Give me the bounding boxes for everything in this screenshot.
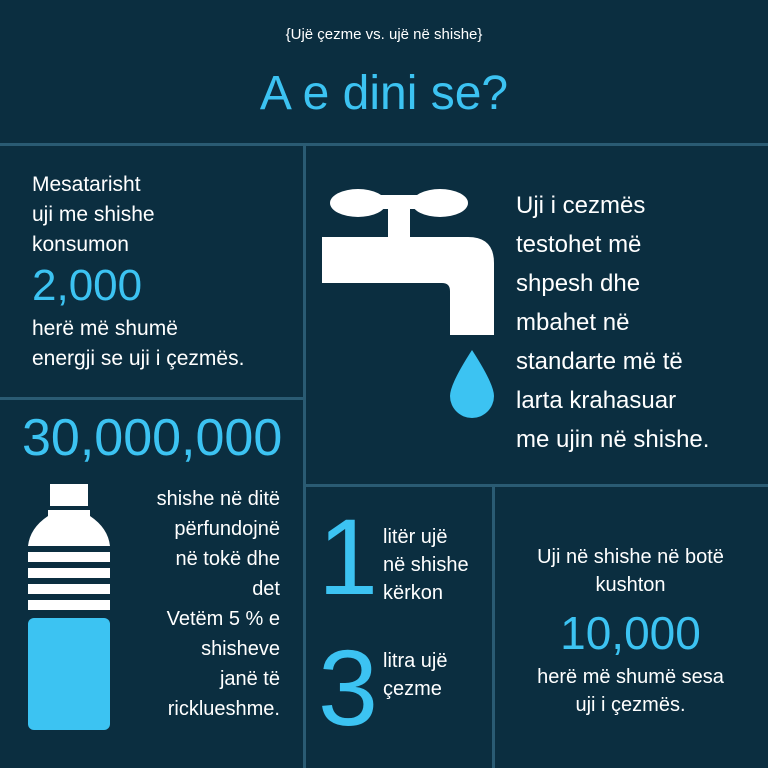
bottles-value: 30,000,000	[22, 409, 283, 467]
tap-line-3: shpesh dhe	[516, 270, 641, 297]
liters-number-3: 3	[318, 627, 379, 748]
liters-text-1	[383, 523, 495, 607]
cost-panel	[503, 543, 758, 719]
tap-line-2: testohet më	[516, 231, 642, 258]
liters-text-1-a: litër ujë	[383, 526, 448, 548]
page-subtitle: {Ujë çezme vs. ujë në shishe}	[285, 26, 483, 43]
bottles-line-6: shisheve	[201, 638, 280, 660]
liters-text-3-b: çezme	[383, 678, 442, 700]
header-divider	[0, 143, 768, 146]
bottles-line-8: ricklueshme.	[167, 698, 280, 720]
cost-line-4: uji i çezmës.	[575, 694, 686, 716]
liters-text-1-c: kërkon	[383, 582, 444, 604]
bottles-text	[118, 484, 280, 724]
energy-line-1: Mesatarisht	[32, 173, 141, 196]
tap-panel-text	[516, 186, 761, 459]
bottles-line-2: përfundojnë	[174, 518, 280, 540]
left-divider	[0, 397, 303, 400]
cost-line-1: Uji në shishe në botë	[537, 546, 724, 568]
bottles-line-4: det	[252, 578, 280, 600]
plastic-bottle-icon	[26, 482, 112, 734]
tap-line-1: Uji i cezmës	[516, 192, 646, 219]
cost-line-3: herë më shumë sesa	[537, 666, 724, 688]
bottles-line-3: në tokë dhe	[175, 548, 280, 570]
liters-text-3-a: litra ujë	[383, 650, 448, 672]
vertical-divider-main	[303, 146, 306, 768]
bottles-line-7: janë të	[219, 668, 280, 690]
tap-line-6: larta krahasuar	[516, 387, 677, 414]
page-title: A e dini se?	[259, 67, 509, 120]
energy-value: 2,000	[32, 261, 143, 310]
tap-line-4: mbahet në	[516, 309, 630, 336]
water-drop-icon	[448, 348, 496, 420]
cost-line-2: kushton	[595, 574, 666, 596]
bottles-line-1: shishe në ditë	[156, 488, 280, 510]
energy-line-3: konsumon	[32, 233, 129, 256]
energy-line-4: herë më shumë	[32, 317, 178, 340]
energy-line-2: uji me shishe	[32, 203, 155, 226]
tap-line-7: me ujin në shishe.	[516, 426, 710, 453]
bottles-line-5: Vetëm 5 % e	[166, 608, 280, 630]
water-tap-icon	[318, 183, 498, 338]
right-divider	[306, 484, 768, 487]
energy-panel	[32, 170, 297, 374]
liters-text-1-b: në shishe	[383, 554, 469, 576]
energy-line-5: energji se uji i çezmës.	[32, 347, 245, 370]
tap-line-5: standarte më të	[516, 348, 683, 375]
cost-value: 10,000	[560, 607, 701, 659]
liters-number-1: 1	[318, 496, 379, 617]
liters-text-3	[383, 647, 495, 703]
